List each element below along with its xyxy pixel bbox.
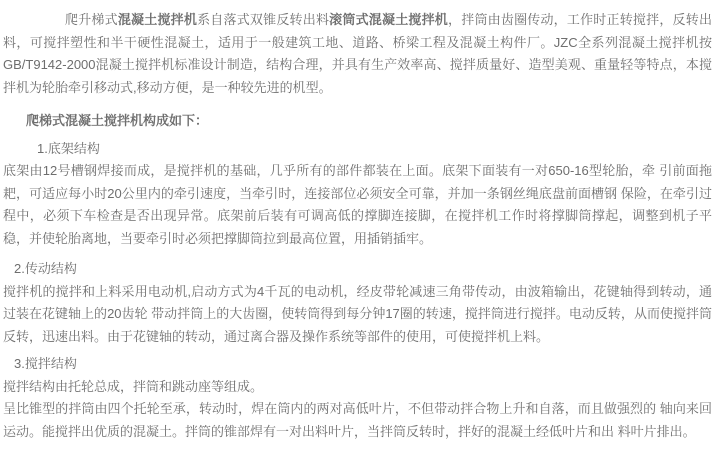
intro-lead-text: 爬升梯式 xyxy=(65,12,118,27)
intro-mid-text: 系自落式双锥反转出料 xyxy=(197,12,330,27)
section-transmission-paragraph: 搅拌机的搅拌和上料采用电动机,启动方式为4千瓦的电动机，经皮带轮减速三角带传动，由波箱输出，花键轴得到转动，通过装在花键轴上的20齿轮 带动拌筒上的大齿圈，使转筒得到每分钟17圈的转速，搅拌筒进行搅拌。电动反转，从而使搅拌筒反转，迅速出料。由于花键轴的转动，通过离合器及操作系统等部件的使用，可使搅拌机上料。 xyxy=(3,283,712,344)
intro-drum-mixer-name-bold: 滚筒式混凝土搅拌机 xyxy=(329,12,449,27)
section-transmission-title: 2.传动结构 xyxy=(14,261,77,276)
section-mixing-title: 3.搅拌结构 xyxy=(14,356,77,371)
section-mixing-paragraph-1: 搅拌结构由托轮总成，拌筒和跳动座等组成。 xyxy=(3,378,264,394)
section-chassis-title: 1.底架结构 xyxy=(37,140,100,156)
structure-heading: 爬梯式混凝土搅拌机构成如下： xyxy=(26,113,209,128)
section-mixing-paragraph-2: 呈比锥型的拌筒由四个托轮至承，转动时，焊在筒内的两对高低叶片，不但带动拌合物上升和自落，而且做强烈的 轴向来回运动。能搅拌出优质的混凝土。拌筒的锥部焊有一对出料叶片，当拌筒反转时，拌好的混凝土经低叶片和出 料叶片排出。 xyxy=(3,401,712,439)
intro-rest-text: ，拌筒由齿圈传动，工作时正转搅拌，反转出料，可搅拌塑性和半干硬性混凝土，适用于一般建筑工地、道路、桥梁工程及混凝土构件厂。JZC全系列混凝土搅拌机按GB/T9142-2000混凝土搅拌机标准设计制造，结构合理，并具有生产效率高、搅拌质量好、造型美观、重量轻等特点，本搅拌机为轮胎牵引移动式,移动方便，是一种较先进的机型。 xyxy=(3,12,712,95)
intro-mixer-name-bold: 混凝土搅拌机 xyxy=(117,12,198,27)
section-chassis-paragraph: 底架由12号槽钢焊接而成，是搅拌机的基础，几乎所有的部件都装在上面。底架下面装有一对650-16型轮胎，牵 引前面拖耙，可适应每小时20公里内的牵引速度，当牵引时，连接部位必须安全可靠，并加一条钢丝绳底盘前面槽钢 保险，在牵引过程中，必须下车检查是否出现异常。底架前后装有可调高低的撑脚连接脚，在搅拌机工作时将撑脚筒撑起，调整到机子平稳，并使轮胎离地，当要牵引时必须把撑脚筒拉到最高位置，用插销插牢。 xyxy=(3,163,712,246)
intro-paragraph xyxy=(3,9,712,99)
